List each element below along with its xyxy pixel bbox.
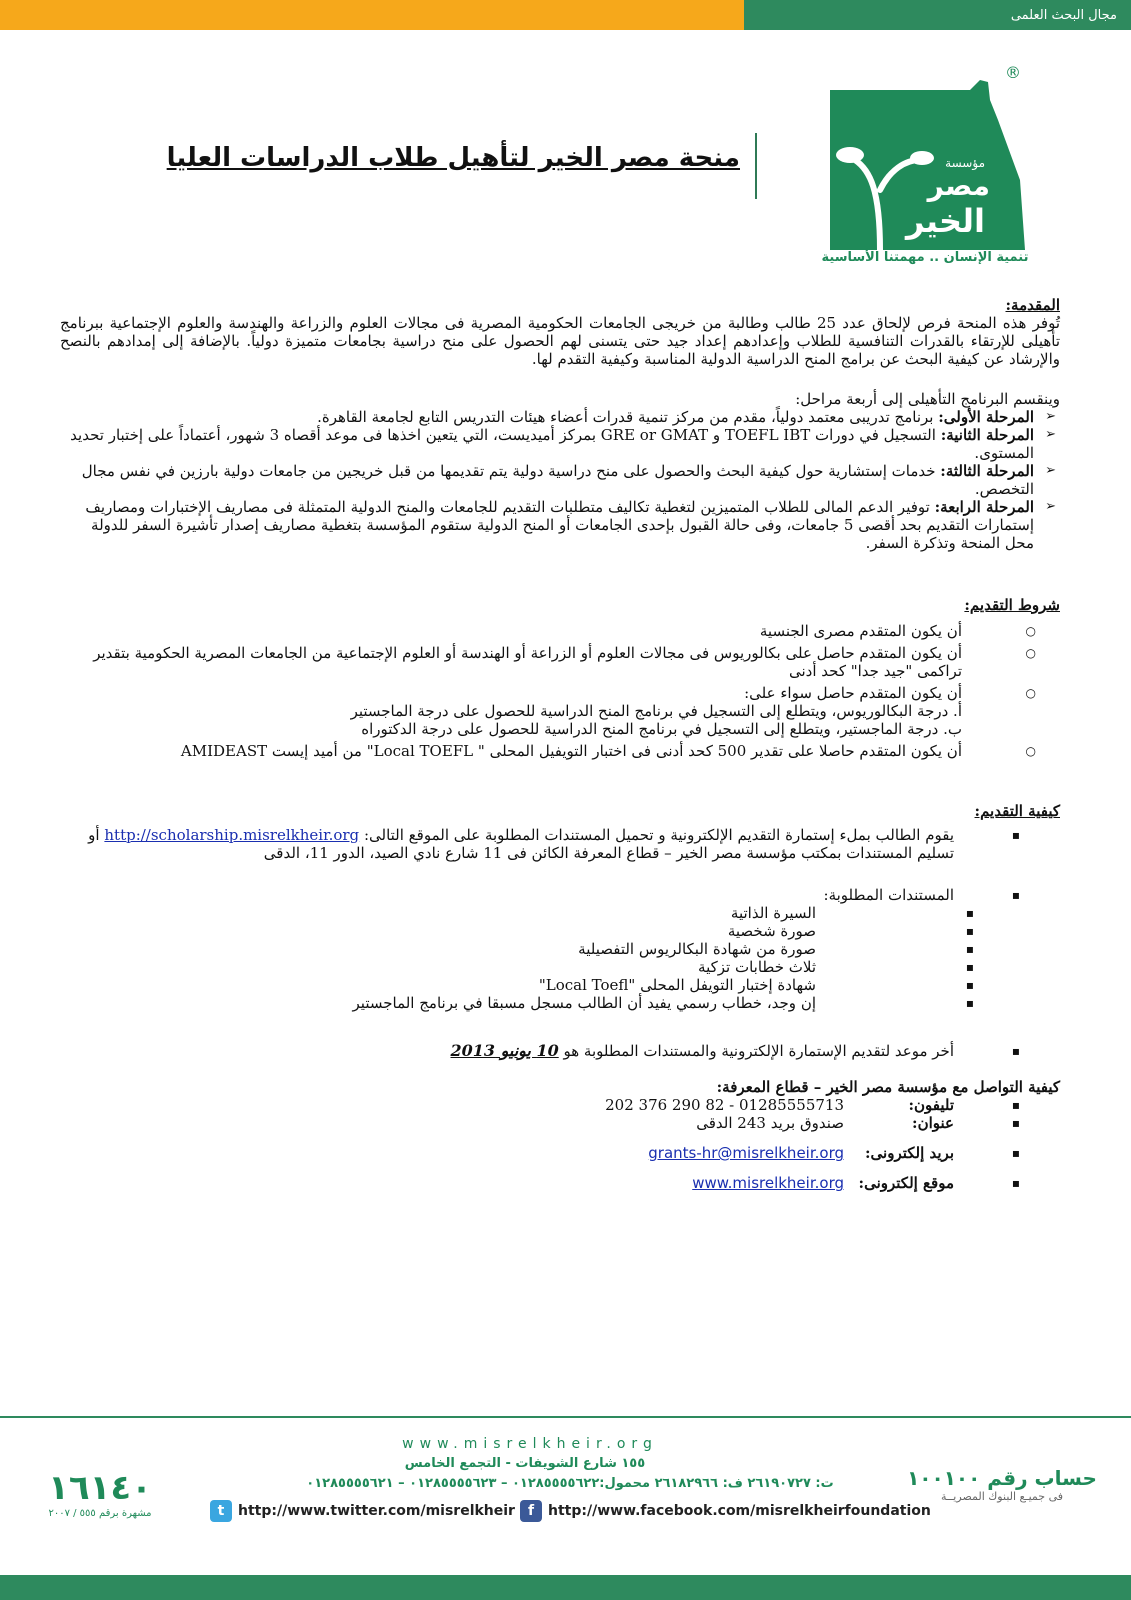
document-item: ▪ ثلاث خطابات تزكية xyxy=(60,958,842,976)
document-item: ▪ صورة من شهادة البكالريوس التفصيلية xyxy=(60,940,842,958)
list-item xyxy=(60,1114,980,1132)
phase-text: التسجيل في دورات TOEFL IBT و GRE or GMAT بمركز أميديست، التي يتعين اخذها فى موعد أقصاه 3 شهور، أعتماداً على إختبار تحديد المستوى. xyxy=(70,426,1034,462)
website-label: ▪ موقع إلكترونى: xyxy=(858,1174,954,1192)
footer-divider xyxy=(0,1416,1131,1418)
intro-heading: المقدمة: xyxy=(1005,296,1060,314)
footer-address: ١٥٥ شارع الشويفات - التجمع الخامس xyxy=(404,1456,646,1471)
phone-value: 202 376 290 82 - 01285555713 xyxy=(605,1096,844,1114)
list-item xyxy=(60,498,1060,552)
hotline-block xyxy=(40,1468,160,1519)
list-item xyxy=(60,1144,980,1162)
email-link[interactable]: grants-hr@misrelkheir.org xyxy=(648,1144,844,1162)
email-label: ▪ بريد إلكترونى: xyxy=(864,1144,954,1162)
address-value: صندوق بريد 243 الدقى xyxy=(696,1114,844,1132)
address-label: ▪ عنوان: xyxy=(912,1114,954,1132)
deadline-text: أخر موعد لتقديم الإستمارة الإلكترونية والمستندات المطلوبة هو xyxy=(563,1042,954,1060)
list-item xyxy=(60,886,980,1012)
footer-phones: ت: ٢٦١٩٠٧٢٧ ف: ٢٦١٨٢٩٦٦ محمول:٠١٢٨٥٥٥٥٦٢٢ – ٠١٢٨٥٥٥٥٦٢٣ – ٠١٢٨٥٥٥٥٦٢١ xyxy=(306,1476,834,1491)
logo-org-line1: مصر xyxy=(927,169,990,202)
hotline-number: ١٦١٤٠ xyxy=(48,1468,152,1508)
twitter-link[interactable] xyxy=(210,1500,515,1522)
title-divider xyxy=(755,133,757,199)
phone-label: ▪ تليفون: xyxy=(908,1096,954,1114)
documents-label: ▪ المستندات المطلوبة: xyxy=(823,886,954,904)
list-item: ○ أن يكون المتقدم حاصل على بكالوريوس فى مجالات العلوم أو الزراعة أو الهندسة أو العلوم الإجتماعية من الجامعات المصرية الحكومية بتقدير تراكمى "جيد جدا" كحد أدنى xyxy=(60,644,988,680)
phase-text: توفير الدعم المالى للطلاب المتميزين لتغطية تكاليف متطلبات التقديم للجامعات والمنح الدولية المتمثلة فى مصاريف الإختبارات ومصاريف إستمارات التقديم بحد أقصى 5 جامعات، وفى حالة القبول بإحدى الجامعات أو المنح الدولية ستقوم المؤسسة بتغطية مصاريف إصدار تأشيرة السفر للدولة محل المنحة وتذكرة السفر. xyxy=(85,498,1034,552)
apply-or: أو xyxy=(88,826,100,844)
registered-mark: ® xyxy=(1005,63,1021,82)
facebook-url[interactable]: http://www.facebook.com/misrelkheirfoundation xyxy=(548,1503,931,1519)
top-bar xyxy=(0,0,1131,30)
hotline-note: مشهرة برقم ٥٥٥ / ٢٠٠٧ xyxy=(48,1508,152,1519)
apply-list xyxy=(60,826,1060,1060)
apply-step-text-2: تسليم المستندات بمكتب مؤسسة مصر الخير – قطاع المعرفة الكائن فى 11 شارع نادي الصيد، الدور 11، الدقى xyxy=(263,844,954,862)
document-item: ▪ السيرة الذاتية xyxy=(60,904,842,922)
contact-heading: كيفية التواصل مع مؤسسة مصر الخير – قطاع المعرفة: xyxy=(716,1078,1060,1096)
list-item xyxy=(60,1096,980,1114)
leaf-icon xyxy=(910,151,934,165)
section-label: مجال البحث العلمى xyxy=(744,0,1131,30)
account-note: فى جميـع البنوك المصريــة xyxy=(940,1490,1064,1503)
phase-label: المرحلة الأولى: xyxy=(938,408,1034,426)
conditions-list xyxy=(60,622,1060,760)
account-label: حساب رقم ١٠٠١٠٠ xyxy=(907,1466,1097,1490)
bottom-bar xyxy=(0,1575,1131,1600)
sub-condition: ب. درجة الماجستير، ويتطلع إلى التسجيل في برنامج المنح الدراسية للحصول على درجة الدكتوراه xyxy=(361,720,962,738)
document-item: ▪ شهادة إختبار التويفل المحلى "Local Toefl" xyxy=(60,976,842,994)
misr-elkheir-logo xyxy=(820,60,1030,280)
phases-intro: وينقسم البرنامج التأهيلى إلى أربعة مراحل: xyxy=(795,390,1060,408)
list-item xyxy=(60,1042,980,1060)
deadline-date: 10 يونيو 2013 xyxy=(450,1041,559,1060)
twitter-icon: t xyxy=(210,1500,232,1522)
contact-list xyxy=(60,1096,1060,1192)
website-link[interactable]: www.misrelkheir.org xyxy=(692,1174,844,1192)
list-item xyxy=(60,408,1060,426)
top-bar-accent xyxy=(0,0,744,30)
logo-org-small: مؤسسة xyxy=(945,156,985,170)
document-item: ▪ إن وجد، خطاب رسمي يفيد أن الطالب مسجل مسبقا في برنامج الماجستير xyxy=(60,994,842,1012)
list-item xyxy=(60,426,1060,462)
phase-label: المرحلة الثانية: xyxy=(940,426,1034,444)
phase-label: المرحلة الثالثة: xyxy=(940,462,1034,480)
intro-paragraph: تُوفر هذه المنحة فرص لإلحاق عدد 25 طالب وطالبة من خريجى الجامعات الحكومية المصرية فى مجالات العلوم والزراعة والهندسة والعلوم الإجتماعية ببرنامج تأهيلى للإرتقاء بالقدرات التنافسية للطلاب وإعدادهم إعداد جيد حتى يتسنى لهم الحصول على منح دراسية بجامعات متميزة دولياً. بالإضافة إلى إمدادهم بالنصح والإرشاد عن كيفية البحث عن برامج المنح الدراسية الدولية المناسبة وكيفية التقدم لها. xyxy=(60,314,1061,368)
list-item xyxy=(60,1174,980,1192)
conditions-heading: شروط التقديم: xyxy=(964,596,1060,614)
documents-list xyxy=(60,904,954,1012)
list-item xyxy=(60,462,1060,498)
document-item: ▪ صورة شخصية xyxy=(60,922,842,940)
condition-text: أن يكون المتقدم حاصل سواء على: xyxy=(744,684,962,702)
logo-org-line2: الخير xyxy=(905,202,985,240)
phases-list xyxy=(60,408,1060,552)
apply-step-text: يقوم الطالب بملء إستمارة التقديم الإلكترونية و تحميل المستندات المطلوبة على الموقع التالى: xyxy=(363,826,954,844)
phase-label: المرحلة الرابعة: xyxy=(934,498,1034,516)
scholarship-link[interactable]: http://scholarship.misrelkheir.org xyxy=(104,826,360,844)
apply-heading: كيفية التقديم: xyxy=(974,802,1060,820)
account-block xyxy=(902,1466,1102,1503)
leaf-icon xyxy=(836,147,864,163)
page-title: منحة مصر الخير لتأهيل طلاب الدراسات العليا xyxy=(166,143,740,173)
phase-text: خدمات إستشارية حول كيفية البحث والحصول على منح دراسية دولية يتم تقديمها من قبل خريجين من جامعات دولية بارزين في نفس مجال التخصص. xyxy=(81,462,1034,498)
list-item: ○ أن يكون المتقدم مصرى الجنسية xyxy=(60,622,988,640)
list-item: ○ أن يكون المتقدم حاصلا على تقدير 500 كحد أدنى فى اختبار التويفيل المحلى " Local TOEFL" من أميد إيست AMIDEAST xyxy=(60,742,988,760)
phase-text: برنامج تدريبى معتمد دولياً، مقدم من مركز تنمية قدرات أعضاء هيئات التدريس التابع لجامعة القاهرة. xyxy=(317,408,934,426)
facebook-link[interactable] xyxy=(520,1500,931,1522)
document-body xyxy=(60,296,1060,1192)
sub-condition: أ. درجة البكالوريوس، ويتطلع إلى التسجيل في برنامج المنح الدراسية للحصول على درجة الماجستير xyxy=(350,702,962,720)
logo-tagline: تنمية الإنسان .. مهمتنا الأساسية xyxy=(821,250,1029,265)
facebook-icon: f xyxy=(520,1500,542,1522)
list-item xyxy=(60,684,988,738)
twitter-url[interactable]: http://www.twitter.com/misrelkheir xyxy=(238,1503,515,1519)
footer-website[interactable]: www.misrelkheir.org xyxy=(402,1436,658,1452)
list-item xyxy=(60,826,980,862)
